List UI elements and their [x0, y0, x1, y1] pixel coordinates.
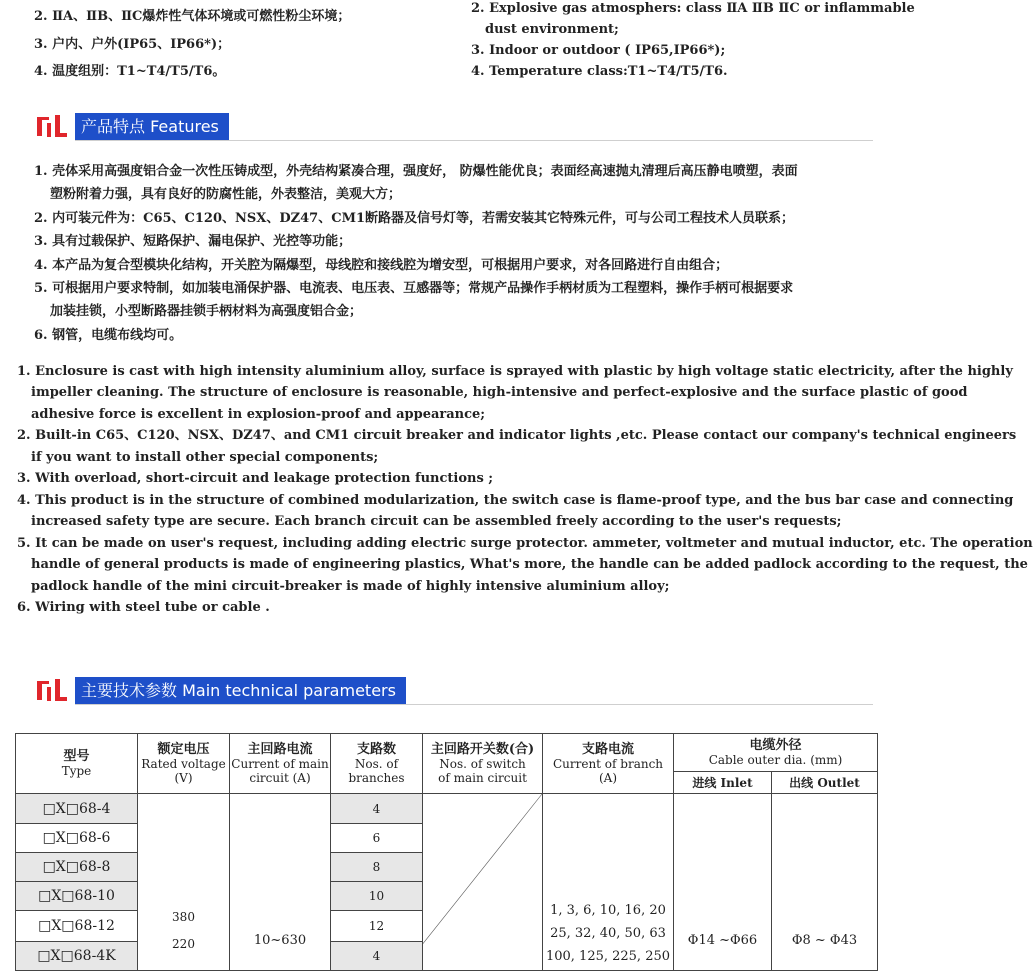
- feature-en-1: 1. Enclosure is cast with high intensity aluminium alloy, surface is sprayed with plastic by high voltage static electricity, after the highly: [17, 364, 1013, 379]
- branch-current-line-3: 100, 125, 225, 250: [545, 949, 671, 964]
- type-header-en: Type: [61, 763, 92, 778]
- col-outlet-header: [772, 772, 878, 794]
- branch-current-cell: [543, 794, 674, 971]
- row-branches: 4: [331, 942, 423, 971]
- branch-current-header-en: Current of branch: [552, 756, 664, 771]
- voltage-header-unit: (V): [174, 770, 193, 785]
- main-current-cell: 10~630: [230, 794, 331, 971]
- cable-header-cn: 电缆外径: [749, 737, 802, 753]
- top-en-item-4: 4. Temperature class:T1~T4/T5/T6.: [471, 64, 728, 79]
- feature-en-4-cont: increased safety type are secure. Each branch circuit can be assembled freely according to the user's requests;: [31, 514, 842, 529]
- row-branches: 4: [331, 794, 423, 824]
- row-branches: 8: [331, 853, 423, 882]
- feature-en-2-cont: if you want to install other special components;: [31, 450, 379, 465]
- voltage-header-cn: 额定电压: [157, 741, 210, 757]
- branches-header-en-2: branches: [348, 770, 405, 785]
- branch-current-header-cn: 支路电流: [581, 741, 634, 757]
- col-branches-header: [331, 734, 423, 794]
- col-voltage-header: [138, 734, 230, 794]
- feature-en-2: 2. Built-in C65、C120、NSX、DZ47、and CM1 circuit breaker and indicator lights ,etc. Please contact our company's technical engineers: [17, 428, 1017, 443]
- switch-cell-na: [423, 794, 543, 971]
- feature-en-1-cont-b: adhesive force is excellent in explosion-proof and appearance;: [31, 407, 486, 422]
- voltage-header-en: Rated voltage: [141, 756, 226, 771]
- col-cable-header: [674, 734, 878, 772]
- feature-en-3: 3. With overload, short-circuit and leakage protection functions ;: [17, 471, 494, 486]
- features-divider: [75, 140, 873, 141]
- brand-logo-icon: [33, 111, 71, 141]
- top-en-item-2: 2. Explosive gas atmosphers: class ⅡA ⅡB ⅡC or inflammable: [471, 1, 915, 16]
- feature-en-5-cont-b: padlock handle of the mini circuit-breaker is made of highly intensive aluminium alloy;: [31, 579, 670, 594]
- switch-header-en: Nos. of switch: [439, 756, 526, 771]
- voltage-cell: [138, 794, 230, 971]
- outlet-cell: Φ8 ~ Φ43: [772, 794, 878, 971]
- row-type: □X□68-8: [16, 853, 138, 882]
- branch-current-line-1: 1, 3, 6, 10, 16, 20: [550, 903, 666, 918]
- row-type: □X□68-12: [16, 911, 138, 942]
- inlet-header: 进线 Inlet: [692, 775, 753, 790]
- feature-en-6: 6. Wiring with steel tube or cable .: [17, 600, 270, 615]
- features-title: 产品特点 Features: [75, 113, 229, 140]
- col-main-current-header: [230, 734, 331, 794]
- row-type: □X□68-4: [16, 794, 138, 824]
- top-cn-item-2: 2. ⅡA、ⅡB、ⅡC爆炸性气体环境或可燃性粉尘环境；: [34, 9, 351, 24]
- feature-en-5: 5. It can be made on user's request, including adding electric surge protector. ammeter, voltmeter and mutual inductor, etc. The operation: [17, 536, 1033, 551]
- top-cn-item-4: 4. 温度组别：T1~T4/T5/T6。: [34, 64, 226, 79]
- main-current-header-cn: 主回路电流: [247, 741, 313, 757]
- diagonal-slash: [423, 794, 542, 970]
- params-table: [15, 733, 878, 971]
- col-switch-header: [423, 734, 543, 794]
- feature-cn-2: 2. 内可装元件为：C65、C120、NSX、DZ47、CM1断路器及信号灯等，若需安装其它特殊元件，可与公司工程技术人员联系；: [34, 211, 795, 226]
- inlet-cell: Φ14 ~Φ66: [674, 794, 772, 971]
- feature-cn-4: 4. 本产品为复合型模块化结构，开关腔为隔爆型，母线腔和接线腔为增安型，可根据用户要求，对各回路进行自由组合；: [34, 258, 729, 273]
- feature-cn-1: 1. 壳体采用高强度铝合金一次性压铸成型，外壳结构紧凑合理，强度好， 防爆性能优良；表面经高速抛丸清理后高压静电喷塑，表面: [34, 164, 798, 179]
- row-branches: 12: [331, 911, 423, 942]
- col-branch-current-header: [543, 734, 674, 794]
- type-header-cn: 型号: [63, 748, 90, 764]
- branch-current-header-unit: (A): [598, 770, 618, 785]
- main-current-header-unit: circuit (A): [249, 770, 311, 785]
- row-type: □X□68-10: [16, 882, 138, 911]
- outlet-header: 出线 Outlet: [789, 775, 860, 790]
- main-current-header-en: Current of main: [231, 756, 329, 771]
- feature-en-5-cont-a: handle of general products is made of engineering plastics, What's more, the handle can be added padlock according to the request, the: [31, 557, 1028, 572]
- feature-cn-3: 3. 具有过载保护、短路保护、漏电保护、光控等功能；: [34, 234, 352, 249]
- switch-header-en-2: of main circuit: [438, 770, 527, 785]
- voltage-220: 220: [172, 937, 195, 951]
- row-branches: 10: [331, 882, 423, 911]
- branches-header-en: Nos. of: [354, 756, 399, 771]
- branches-header-cn: 支路数: [356, 741, 396, 757]
- feature-cn-6: 6. 钢管，电缆布线均可。: [34, 328, 183, 343]
- top-en-item-2-cont: dust environment;: [485, 22, 619, 37]
- row-type: □X□68-6: [16, 824, 138, 853]
- brand-logo-icon: [33, 675, 71, 705]
- cable-header-en: Cable outer dia. (mm): [708, 752, 843, 767]
- branch-current-line-2: 25, 32, 40, 50, 63: [550, 926, 666, 941]
- row-branches: 6: [331, 824, 423, 853]
- params-divider: [75, 704, 873, 705]
- col-inlet-header: [674, 772, 772, 794]
- params-title: 主要技术参数 Main technical parameters: [75, 677, 406, 704]
- feature-cn-1-cont: 塑粉附着力强，具有良好的防腐性能，外表整洁，美观大方；: [50, 187, 402, 202]
- feature-en-4: 4. This product is in the structure of combined modularization, the switch case is flame-proof type, and the bus bar case and connecting: [17, 493, 1014, 508]
- top-cn-item-3: 3. 户内、户外(IP65、IP66*)；: [34, 37, 231, 52]
- feature-cn-5-cont: 加装挂锁，小型断路器挂锁手柄材料为高强度铝合金；: [50, 304, 363, 319]
- feature-cn-5: 5. 可根据用户要求特制，如加装电涌保护器、电流表、电压表、互感器等；常规产品操作手柄材质为工程塑料，操作手柄可根据要求: [34, 281, 794, 296]
- top-en-item-3: 3. Indoor or outdoor ( IP65,IP66*);: [471, 43, 726, 58]
- feature-en-1-cont-a: impeller cleaning. The structure of enclosure is reasonable, high-intensive and perfect-explosive and the surface plastic of good: [31, 385, 968, 400]
- switch-header-cn: 主回路开关数(合): [430, 741, 535, 757]
- col-type-header: [16, 734, 138, 794]
- row-type: □X□68-4K: [16, 942, 138, 971]
- voltage-380: 380: [172, 910, 195, 924]
